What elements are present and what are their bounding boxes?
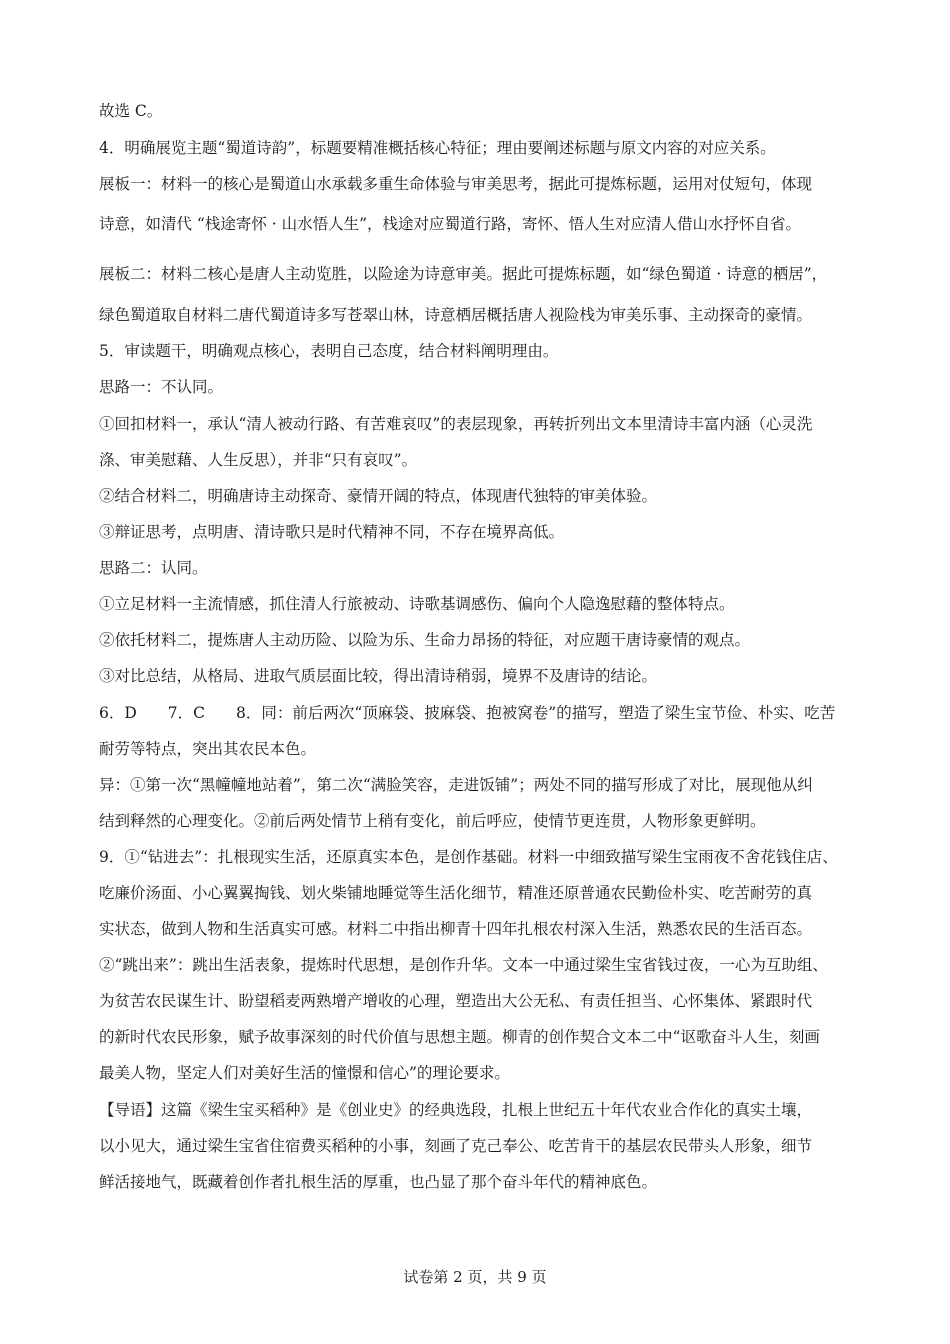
text-line: 吃廉价汤面、小心翼翼掏钱、划火柴铺地睡觉等生活化细节，精准还原普通农民勤俭朴实、吃苦耐劳的真 [99,884,813,902]
text-line: 6．D 7．C 8．同：前后两次“顶麻袋、披麻袋、抱被窝卷”的描写，塑造了梁生宝节俭、朴实、吃苦 [99,704,836,722]
text-line: 9．①“钻进去”：扎根现实生活，还原真实本色，是创作基础。材料一中细致描写梁生宝雨夜不舍花钱住店、 [99,848,838,866]
text-line: ②结合材料二，明确唐诗主动探奇、豪情开阔的特点，体现唐代独特的审美体验。 [99,487,658,505]
text-line: 展板二：材料二核心是唐人主动览胜，以险途为诗意审美。据此可提炼标题，如“绿色蜀道 · 诗意的栖居”， [99,265,828,283]
text-line: 的新时代农民形象，赋予故事深刻的时代价值与思想主题。柳青的创作契合文本二中“讴歌奋斗人生，刻画 [99,1028,820,1046]
text-line: 诗意，如清代 “栈途寄怀 · 山水悟人生”，栈途对应蜀道行路，寄怀、悟人生对应清人借山水抒怀自省。 [99,215,802,233]
text-line: 【导语】这篇《梁生宝买稻种》是《创业史》的经典选段，扎根上世纪五十年代农业合作化的真实土壤， [99,1101,813,1119]
text-line: ①立足材料一主流情感，抓住清人行旅被动、诗歌基调感伤、偏向个人隐逸慰藉的整体特点。 [99,595,735,613]
text-line: ②依托材料二，提炼唐人主动历险、以险为乐、生命力昂扬的特征，对应题干唐诗豪情的观点。 [99,631,751,649]
text-line: 以小见大，通过梁生宝省住宿费买稻种的小事，刻画了克己奉公、吃苦肯干的基层农民带头人形象，细节 [99,1137,813,1155]
text-line: ③辩证思考，点明唐、清诗歌只是时代精神不同，不存在境界高低。 [99,523,565,541]
text-line: 4．明确展览主题“蜀道诗韵”，标题要精准概括核心特征；理由要阐述标题与原文内容的对应关系。 [99,139,776,157]
text-line: 实状态，做到人物和生活真实可感。材料二中指出柳青十四年扎根农村深入生活，熟悉农民的生活百态。 [99,920,813,938]
text-line: 绿色蜀道取自材料二唐代蜀道诗多写苍翠山林，诗意栖居概括唐人视险栈为审美乐事、主动探奇的豪情。 [99,306,813,324]
text-line: 思路一：不认同。 [99,378,224,396]
text-line: ①回扣材料一，承认“清人被动行路、有苦难哀叹”的表层现象，再转折列出文本里清诗丰富内涵（心灵洗 [99,415,813,433]
text-line: 5．审读题干，明确观点核心，表明自己态度，结合材料阐明理由。 [99,342,559,360]
text-line: 故选 C。 [99,102,163,120]
text-line: 鲜活接地气，既藏着创作者扎根生活的厚重，也凸显了那个奋斗年代的精神底色。 [99,1173,658,1191]
text-line: 思路二：认同。 [99,559,208,577]
text-line: 异：①第一次“黑幢幢地站着”，第二次“满脸笑容，走进饭铺”；两处不同的描写形成了对比，展现他从纠 [99,776,813,794]
text-line: 涤、审美慰藉、人生反思），并非“只有哀叹”。 [99,451,418,469]
page-number-footer: 试卷第 2 页，共 9 页 [403,1268,547,1286]
text-line: 耐劳等特点，突出其农民本色。 [99,740,317,758]
text-line: ③对比总结，从格局、进取气质层面比较，得出清诗稍弱，境界不及唐诗的结论。 [99,667,658,685]
text-line: 结到释然的心理变化。②前后两处情节上稍有变化，前后呼应，使情节更连贯，人物形象更鲜明。 [99,812,766,830]
text-line: 展板一：材料一的核心是蜀道山水承载多重生命体验与审美思考，据此可提炼标题，运用对仗短句，体现 [99,175,813,193]
text-line: 为贫苦农民谋生计、盼望稻麦两熟增产增收的心理，塑造出大公无私、有责任担当、心怀集体、紧跟时代 [99,992,813,1010]
text-line: ②“跳出来”：跳出生活表象，提炼时代思想，是创作升华。文本一中通过梁生宝省钱过夜，一心为互助组、 [99,956,828,974]
text-line: 最美人物，坚定人们对美好生活的憧憬和信心”的理论要求。 [99,1064,510,1082]
